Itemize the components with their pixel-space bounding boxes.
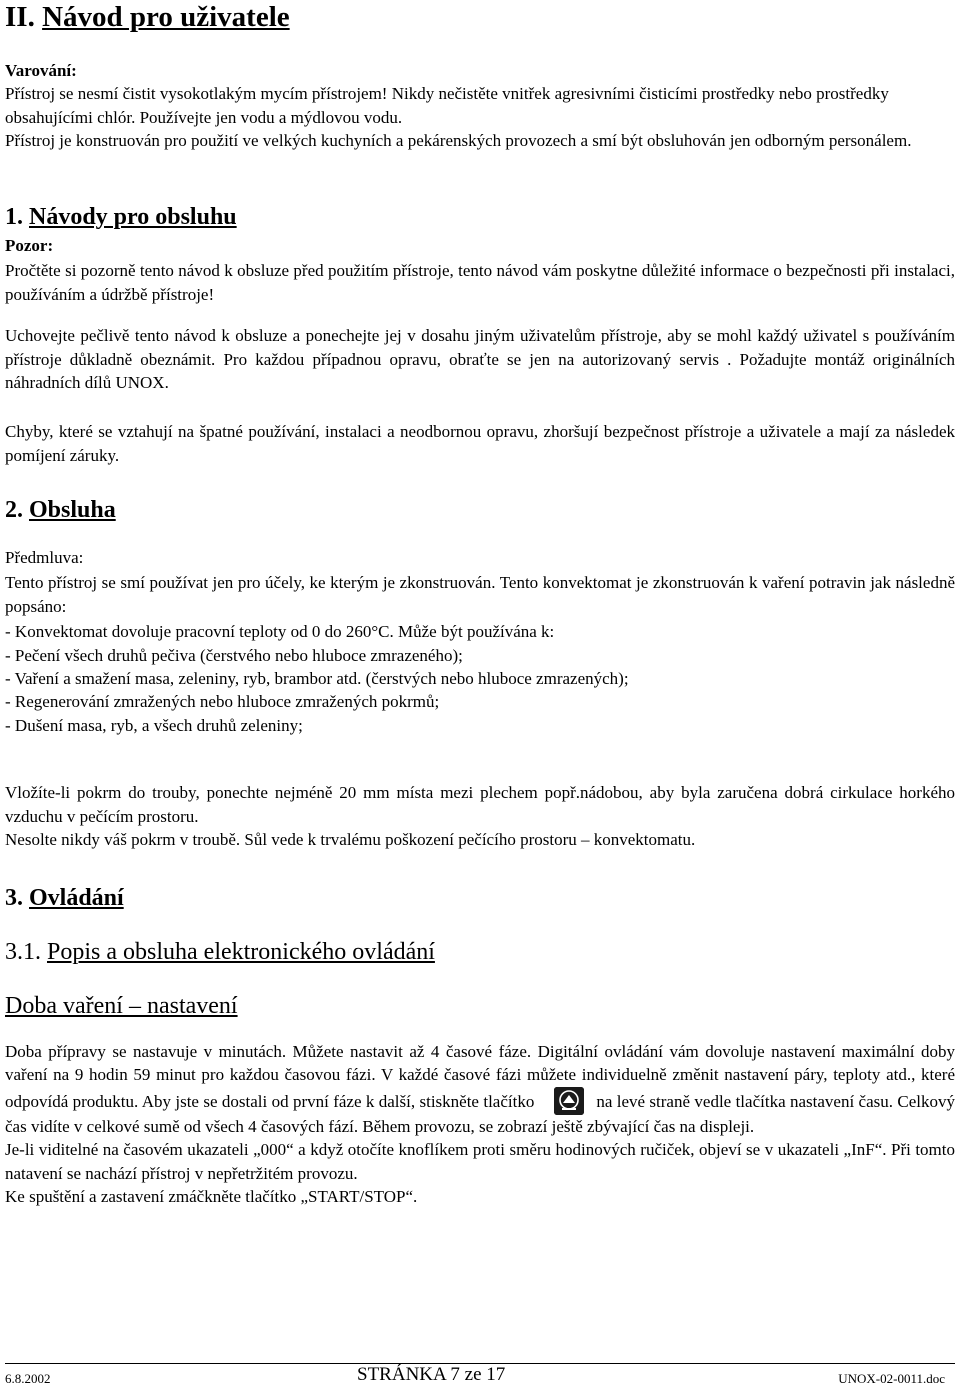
preface-label: Předmluva:: [5, 548, 84, 567]
warning-block: [5, 59, 955, 153]
section-3-title: Ovládání: [29, 885, 124, 911]
section-1-number: 1.: [5, 204, 29, 230]
warning-text-1: Přístroj se nesmí čistit vysokotlakým mycím přístrojem! Nikdy nečistěte vnitřek agresivními čisticími prostředky nebo prostředky obsahujícími chlór. Používejte jen vodu a mýdlovou vodu.: [5, 84, 889, 127]
section-3: [5, 884, 955, 1208]
page-footer: [5, 1363, 955, 1387]
section-3-number: 3.: [5, 885, 29, 911]
page-title: [5, 0, 290, 34]
section-2: [5, 496, 955, 851]
page-title-text: Návod pro uživatele: [42, 1, 290, 33]
subsection-3-1-title: Popis a obsluha elektronického ovládání: [47, 939, 435, 965]
cooking-time-heading: [5, 992, 955, 1020]
list-item: - Regenerování zmražených nebo hluboce zmražených pokrmů;: [5, 692, 440, 712]
list-item: - Vaření a smažení masa, zeleniny, ryb, brambor atd. (čerstvých nebo hluboce zmrazených);: [5, 669, 629, 689]
footer-date: 6.8.2002: [5, 1371, 51, 1386]
section-1-heading: [5, 203, 955, 231]
section-3-paragraph-7: Je-li viditelné na časovém ukazateli „000“ a když otočíte knoflíkem proti směru hodinových ručiček, objeví se v ukazateli „InF“. Při tomto natavení se nachází přístroj v nepřetržitém provozu.: [5, 1140, 955, 1183]
phase-next-icon: [554, 1087, 584, 1115]
section-3-paragraph-6: [5, 1040, 955, 1138]
section-3-heading: [5, 884, 955, 912]
section-1-paragraph-2: Uchovejte pečlivě tento návod k obsluze a ponechejte jej v dosahu jiným uživatelům přístroje, aby se mohl každý uživatel s používáním přístroje důkladně obeznámit. Pro každou případnou opravu, obraťte se jen na autorizovaný servis . Požadujte montáž originálních náhradních dílů UNOX.: [5, 326, 955, 393]
subsection-3-1-number: 3.1.: [5, 939, 47, 965]
paragraph-6-part-1: Doba přípravy se nastavuje v minutách. Můžete nastavit až 4 časové fáze. Digitální ovládání vám dovoluje nastavení maximální doby vaření na 9 hodin 59 minut pro každou časovou fázi. V každé časové fázi můžete individuelně změnit nastavení páry, teploty atd., které odpovídá produktu. Aby jste se dostali od první fáze k další, stiskněte tlačítko: [5, 1042, 955, 1111]
section-1-paragraph-1: Pročtěte si pozorně tento návod k obsluze před použitím přístroje, tento návod vám poskytne důležité informace o bezpečnosti při instalaci, používáním a údržbě přístroje!: [5, 261, 955, 304]
section-1-title: Návody pro obsluhu: [29, 204, 237, 230]
warning-label: Varování:: [5, 61, 77, 80]
section-2-paragraph-5: Nesolte nikdy váš pokrm v troubě. Sůl vede k trvalému poškození pečícího prostoru – konvektomatu.: [5, 830, 696, 850]
page-title-number: II.: [5, 1, 43, 33]
warning-text-2: Přístroj je konstruován pro použití ve velkých kuchyních a pekárenských provozech a smí být obsluhován jen odborným personálem.: [5, 131, 912, 151]
cooking-time-title: Doba vaření – nastavení: [5, 993, 238, 1019]
subsection-3-1-heading: [5, 938, 955, 966]
footer-page-number: STRÁNKA 7 ze 17: [357, 1364, 506, 1385]
section-2-number: 2.: [5, 497, 29, 523]
footer-document-name: UNOX-02-0011.doc: [838, 1371, 945, 1386]
section-3-paragraph-8: Ke spuštění a zastavení zmáčkněte tlačítko „START/STOP“.: [5, 1187, 418, 1207]
section-2-intro: Tento přístroj se smí používat jen pro účely, ke kterým je zkonstruován. Tento konvektomat je zkonstruován k vaření potravin jak následně popsáno:: [5, 573, 955, 616]
list-item: - Pečení všech druhů pečiva (čerstvého nebo hluboce zmrazeného);: [5, 645, 463, 665]
section-2-heading: [5, 496, 955, 524]
list-item: - Dušení masa, ryb, a všech druhů zeleniny;: [5, 715, 303, 735]
list-item: - Konvektomat dovoluje pracovní teploty od 0 do 260°C. Může být používána k:: [5, 622, 555, 642]
section-1: [5, 203, 955, 467]
section-2-title: Obsluha: [29, 497, 116, 523]
caution-label: Pozor:: [5, 236, 54, 255]
section-2-paragraph-4: Vložíte-li pokrm do trouby, ponechte nejméně 20 mm místa mezi plechem popř.nádobou, aby byla zaručena dobrá cirkulace horkého vzduchu v pečícím prostoru.: [5, 783, 955, 826]
paragraph-6-part-2: na levé straně vedle tlačítka nastavení času. Celkový čas vidíte v celkové sumě od všech 4 časových fází. Během provozu, se zobrazí ještě zbývající čas na displeji.: [5, 1091, 955, 1136]
section-1-paragraph-3: Chyby, které se vztahují na špatné používání, instalaci a neodbornou opravu, zhoršují bezpečnost přístroje a uživatele a mají za následek pomíjení záruky.: [5, 422, 955, 465]
